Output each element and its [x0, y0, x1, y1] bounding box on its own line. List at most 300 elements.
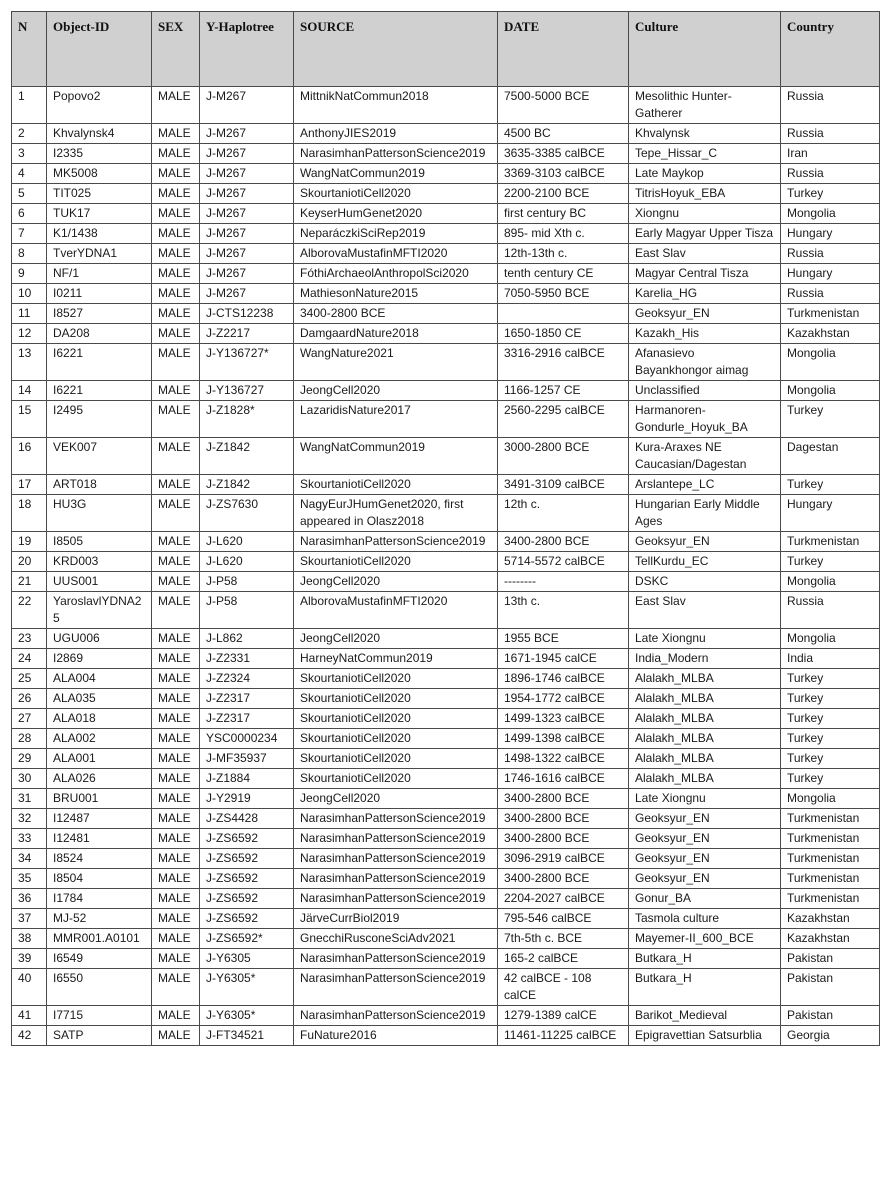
cell-n: 4: [12, 164, 47, 184]
cell-culture: East Slav: [629, 244, 781, 264]
cell-culture: Alalakh_MLBA: [629, 769, 781, 789]
cell-country: Russia: [781, 592, 880, 629]
cell-object-id: I6549: [47, 949, 152, 969]
cell-sex: MALE: [152, 552, 200, 572]
cell-date: 13th c.: [498, 592, 629, 629]
cell-y-haplotree: J-L862: [200, 629, 294, 649]
cell-source: AlborovaMustafinMFTI2020: [294, 244, 498, 264]
cell-n: 31: [12, 789, 47, 809]
cell-n: 41: [12, 1006, 47, 1026]
cell-sex: MALE: [152, 572, 200, 592]
cell-n: 12: [12, 324, 47, 344]
cell-sex: MALE: [152, 284, 200, 304]
cell-object-id: I8524: [47, 849, 152, 869]
cell-culture: Epigravettian Satsurblia: [629, 1026, 781, 1046]
cell-object-id: Khvalynsk4: [47, 124, 152, 144]
table-row: [12, 689, 880, 709]
cell-country: Turkey: [781, 669, 880, 689]
cell-object-id: TIT025: [47, 184, 152, 204]
cell-object-id: I2869: [47, 649, 152, 669]
cell-n: 2: [12, 124, 47, 144]
cell-country: Russia: [781, 124, 880, 144]
cell-country: Turkey: [781, 689, 880, 709]
cell-source: 3400-2800 BCE: [294, 304, 498, 324]
cell-sex: MALE: [152, 749, 200, 769]
cell-date: 165-2 calBCE: [498, 949, 629, 969]
cell-culture: Kazakh_His: [629, 324, 781, 344]
cell-n: 11: [12, 304, 47, 324]
cell-source: WangNatCommun2019: [294, 438, 498, 475]
cell-source: JeongCell2020: [294, 629, 498, 649]
cell-object-id: I0211: [47, 284, 152, 304]
cell-object-id: DA208: [47, 324, 152, 344]
cell-culture: Magyar Central Tisza: [629, 264, 781, 284]
cell-source: WangNatCommun2019: [294, 164, 498, 184]
cell-n: 5: [12, 184, 47, 204]
cell-source: JeongCell2020: [294, 572, 498, 592]
table-row: [12, 284, 880, 304]
cell-sex: MALE: [152, 1006, 200, 1026]
cell-country: Iran: [781, 144, 880, 164]
cell-object-id: YaroslavlYDNA25: [47, 592, 152, 629]
cell-sex: MALE: [152, 709, 200, 729]
cell-sex: MALE: [152, 629, 200, 649]
cell-culture: Alalakh_MLBA: [629, 689, 781, 709]
cell-country: Turkmenistan: [781, 849, 880, 869]
cell-y-haplotree: J-M267: [200, 284, 294, 304]
cell-object-id: I1784: [47, 889, 152, 909]
cell-culture: TellKurdu_EC: [629, 552, 781, 572]
cell-sex: MALE: [152, 669, 200, 689]
cell-object-id: SATP: [47, 1026, 152, 1046]
cell-object-id: I8527: [47, 304, 152, 324]
table-row: [12, 244, 880, 264]
cell-sex: MALE: [152, 264, 200, 284]
cell-country: Turkmenistan: [781, 304, 880, 324]
cell-object-id: VEK007: [47, 438, 152, 475]
cell-date: 3316-2916 calBCE: [498, 344, 629, 381]
cell-date: 7500-5000 BCE: [498, 87, 629, 124]
cell-country: Pakistan: [781, 949, 880, 969]
cell-date: 3000-2800 BCE: [498, 438, 629, 475]
cell-country: Turkmenistan: [781, 889, 880, 909]
cell-n: 14: [12, 381, 47, 401]
cell-object-id: I2335: [47, 144, 152, 164]
cell-source: AnthonyJIES2019: [294, 124, 498, 144]
cell-country: Kazakhstan: [781, 909, 880, 929]
table-row: [12, 649, 880, 669]
table-row: [12, 929, 880, 949]
cell-object-id: ALA001: [47, 749, 152, 769]
header-country: Country: [781, 12, 880, 87]
cell-country: Mongolia: [781, 789, 880, 809]
cell-source: SkourtaniotiCell2020: [294, 689, 498, 709]
cell-date: 1896-1746 calBCE: [498, 669, 629, 689]
header-culture: Culture: [629, 12, 781, 87]
table-row: [12, 475, 880, 495]
cell-y-haplotree: J-ZS7630: [200, 495, 294, 532]
cell-sex: MALE: [152, 204, 200, 224]
cell-date: 3635-3385 calBCE: [498, 144, 629, 164]
cell-culture: Geoksyur_EN: [629, 869, 781, 889]
cell-country: Hungary: [781, 224, 880, 244]
cell-n: 25: [12, 669, 47, 689]
cell-object-id: I8504: [47, 869, 152, 889]
table-row: [12, 629, 880, 649]
cell-culture: Unclassified: [629, 381, 781, 401]
cell-culture: DSKC: [629, 572, 781, 592]
cell-object-id: UUS001: [47, 572, 152, 592]
cell-y-haplotree: J-M267: [200, 264, 294, 284]
cell-sex: MALE: [152, 729, 200, 749]
cell-n: 10: [12, 284, 47, 304]
cell-n: 13: [12, 344, 47, 381]
cell-culture: Late Maykop: [629, 164, 781, 184]
cell-source: NarasimhanPattersonScience2019: [294, 889, 498, 909]
cell-n: 6: [12, 204, 47, 224]
cell-y-haplotree: J-Y2919: [200, 789, 294, 809]
table-row: [12, 889, 880, 909]
cell-source: LazaridisNature2017: [294, 401, 498, 438]
header-object-id: Object-ID: [47, 12, 152, 87]
table-row: [12, 709, 880, 729]
cell-date: 1954-1772 calBCE: [498, 689, 629, 709]
cell-object-id: I12487: [47, 809, 152, 829]
cell-y-haplotree: J-Y136727*: [200, 344, 294, 381]
cell-culture: Khvalynsk: [629, 124, 781, 144]
cell-culture: Kura-Araxes NE Caucasian/Dagestan: [629, 438, 781, 475]
cell-date: 1746-1616 calBCE: [498, 769, 629, 789]
cell-date: 2204-2027 calBCE: [498, 889, 629, 909]
cell-n: 27: [12, 709, 47, 729]
cell-culture: Late Xiongnu: [629, 789, 781, 809]
cell-y-haplotree: J-MF35937: [200, 749, 294, 769]
cell-y-haplotree: J-ZS6592: [200, 869, 294, 889]
table-row: [12, 669, 880, 689]
table-row: [12, 204, 880, 224]
cell-culture: East Slav: [629, 592, 781, 629]
cell-sex: MALE: [152, 769, 200, 789]
cell-n: 40: [12, 969, 47, 1006]
cell-source: SkourtaniotiCell2020: [294, 729, 498, 749]
table-row: [12, 969, 880, 1006]
cell-source: SkourtaniotiCell2020: [294, 749, 498, 769]
cell-culture: Mesolithic Hunter-Gatherer: [629, 87, 781, 124]
cell-country: Turkey: [781, 729, 880, 749]
cell-y-haplotree: J-L620: [200, 552, 294, 572]
table-row: [12, 869, 880, 889]
cell-source: SkourtaniotiCell2020: [294, 552, 498, 572]
cell-source: JärveCurrBiol2019: [294, 909, 498, 929]
cell-n: 22: [12, 592, 47, 629]
cell-culture: Geoksyur_EN: [629, 849, 781, 869]
cell-country: Turkey: [781, 401, 880, 438]
cell-y-haplotree: J-ZS6592*: [200, 929, 294, 949]
cell-country: Turkmenistan: [781, 532, 880, 552]
cell-y-haplotree: J-M267: [200, 184, 294, 204]
cell-date: 1499-1398 calBCE: [498, 729, 629, 749]
cell-sex: MALE: [152, 869, 200, 889]
cell-sex: MALE: [152, 829, 200, 849]
cell-date: 1279-1389 calCE: [498, 1006, 629, 1026]
cell-object-id: NF/1: [47, 264, 152, 284]
cell-sex: MALE: [152, 532, 200, 552]
cell-country: Turkmenistan: [781, 869, 880, 889]
cell-object-id: ALA018: [47, 709, 152, 729]
cell-date: 2560-2295 calBCE: [498, 401, 629, 438]
cell-culture: Tepe_Hissar_C: [629, 144, 781, 164]
cell-n: 15: [12, 401, 47, 438]
cell-object-id: MK5008: [47, 164, 152, 184]
cell-object-id: K1/1438: [47, 224, 152, 244]
cell-date: 3400-2800 BCE: [498, 809, 629, 829]
cell-source: FuNature2016: [294, 1026, 498, 1046]
cell-source: SkourtaniotiCell2020: [294, 669, 498, 689]
cell-culture: Mayemer-II_600_BCE: [629, 929, 781, 949]
cell-y-haplotree: J-Z2324: [200, 669, 294, 689]
cell-country: Turkey: [781, 749, 880, 769]
cell-country: Turkmenistan: [781, 829, 880, 849]
cell-n: 3: [12, 144, 47, 164]
header-source: SOURCE: [294, 12, 498, 87]
cell-y-haplotree: J-M267: [200, 87, 294, 124]
cell-date: 12th-13th c.: [498, 244, 629, 264]
table-row: [12, 789, 880, 809]
cell-object-id: TverYDNA1: [47, 244, 152, 264]
cell-country: Pakistan: [781, 1006, 880, 1026]
cell-source: NarasimhanPattersonScience2019: [294, 1006, 498, 1026]
cell-date: 1499-1323 calBCE: [498, 709, 629, 729]
cell-y-haplotree: J-Z2331: [200, 649, 294, 669]
cell-culture: Alalakh_MLBA: [629, 729, 781, 749]
table-row: [12, 164, 880, 184]
cell-y-haplotree: J-M267: [200, 144, 294, 164]
cell-y-haplotree: J-Y6305*: [200, 969, 294, 1006]
cell-country: Dagestan: [781, 438, 880, 475]
cell-object-id: KRD003: [47, 552, 152, 572]
cell-country: Kazakhstan: [781, 929, 880, 949]
cell-country: Turkey: [781, 552, 880, 572]
table-row: [12, 87, 880, 124]
cell-n: 16: [12, 438, 47, 475]
header-date: DATE: [498, 12, 629, 87]
cell-y-haplotree: J-Z1842: [200, 438, 294, 475]
cell-sex: MALE: [152, 1026, 200, 1046]
table-body: [12, 87, 880, 1046]
cell-source: NagyEurJHumGenet2020, first appeared in Olasz2018: [294, 495, 498, 532]
cell-country: Mongolia: [781, 629, 880, 649]
cell-n: 20: [12, 552, 47, 572]
cell-date: 7th-5th c. BCE: [498, 929, 629, 949]
cell-sex: MALE: [152, 144, 200, 164]
cell-n: 18: [12, 495, 47, 532]
cell-y-haplotree: J-P58: [200, 592, 294, 629]
cell-source: JeongCell2020: [294, 789, 498, 809]
cell-y-haplotree: J-Z2317: [200, 689, 294, 709]
cell-n: 17: [12, 475, 47, 495]
cell-source: KeyserHumGenet2020: [294, 204, 498, 224]
table-row: [12, 809, 880, 829]
cell-sex: MALE: [152, 909, 200, 929]
cell-object-id: I6550: [47, 969, 152, 1006]
cell-date: 3400-2800 BCE: [498, 789, 629, 809]
cell-date: 1166-1257 CE: [498, 381, 629, 401]
cell-country: Russia: [781, 244, 880, 264]
cell-source: SkourtaniotiCell2020: [294, 184, 498, 204]
cell-country: Russia: [781, 164, 880, 184]
cell-sex: MALE: [152, 849, 200, 869]
cell-y-haplotree: J-ZS6592: [200, 909, 294, 929]
cell-date: --------: [498, 572, 629, 592]
cell-object-id: ALA004: [47, 669, 152, 689]
cell-sex: MALE: [152, 969, 200, 1006]
cell-source: NarasimhanPattersonScience2019: [294, 532, 498, 552]
cell-culture: Early Magyar Upper Tisza: [629, 224, 781, 244]
cell-culture: Afanasievo Bayankhongor aimag: [629, 344, 781, 381]
table-row: [12, 124, 880, 144]
cell-source: AlborovaMustafinMFTI2020: [294, 592, 498, 629]
cell-sex: MALE: [152, 592, 200, 629]
cell-source: NarasimhanPattersonScience2019: [294, 949, 498, 969]
cell-sex: MALE: [152, 475, 200, 495]
cell-object-id: I8505: [47, 532, 152, 552]
cell-country: Georgia: [781, 1026, 880, 1046]
cell-country: Turkey: [781, 184, 880, 204]
cell-sex: MALE: [152, 495, 200, 532]
cell-y-haplotree: J-Z2217: [200, 324, 294, 344]
cell-y-haplotree: J-Z2317: [200, 709, 294, 729]
cell-object-id: ALA026: [47, 769, 152, 789]
header-y-haplotree: Y-Haplotree: [200, 12, 294, 87]
cell-object-id: I2495: [47, 401, 152, 438]
cell-culture: India_Modern: [629, 649, 781, 669]
cell-culture: Late Xiongnu: [629, 629, 781, 649]
cell-n: 39: [12, 949, 47, 969]
cell-sex: MALE: [152, 224, 200, 244]
cell-culture: Xiongnu: [629, 204, 781, 224]
cell-object-id: HU3G: [47, 495, 152, 532]
cell-culture: Gonur_BA: [629, 889, 781, 909]
cell-date: [498, 304, 629, 324]
cell-source: NarasimhanPattersonScience2019: [294, 969, 498, 1006]
cell-date: 12th c.: [498, 495, 629, 532]
cell-y-haplotree: J-Z1842: [200, 475, 294, 495]
cell-source: SkourtaniotiCell2020: [294, 769, 498, 789]
cell-y-haplotree: J-L620: [200, 532, 294, 552]
table-row: [12, 1026, 880, 1046]
cell-source: NeparáczkiSciRep2019: [294, 224, 498, 244]
cell-y-haplotree: J-Y136727: [200, 381, 294, 401]
cell-date: tenth century CE: [498, 264, 629, 284]
cell-date: 3400-2800 BCE: [498, 829, 629, 849]
cell-culture: Geoksyur_EN: [629, 532, 781, 552]
table-row: [12, 184, 880, 204]
table-row: [12, 829, 880, 849]
cell-sex: MALE: [152, 929, 200, 949]
cell-n: 42: [12, 1026, 47, 1046]
cell-source: MathiesonNature2015: [294, 284, 498, 304]
cell-date: 1498-1322 calBCE: [498, 749, 629, 769]
cell-source: HarneyNatCommun2019: [294, 649, 498, 669]
cell-y-haplotree: J-ZS6592: [200, 829, 294, 849]
cell-object-id: I6221: [47, 381, 152, 401]
cell-culture: Alalakh_MLBA: [629, 669, 781, 689]
cell-culture: Geoksyur_EN: [629, 809, 781, 829]
cell-date: 7050-5950 BCE: [498, 284, 629, 304]
cell-n: 29: [12, 749, 47, 769]
cell-source: NarasimhanPattersonScience2019: [294, 849, 498, 869]
cell-y-haplotree: J-Z1884: [200, 769, 294, 789]
cell-source: DamgaardNature2018: [294, 324, 498, 344]
cell-object-id: ALA002: [47, 729, 152, 749]
cell-source: SkourtaniotiCell2020: [294, 475, 498, 495]
cell-country: Hungary: [781, 495, 880, 532]
cell-sex: MALE: [152, 689, 200, 709]
cell-country: Turkey: [781, 769, 880, 789]
cell-y-haplotree: J-CTS12238: [200, 304, 294, 324]
cell-source: FóthiArchaeolAnthropolSci2020: [294, 264, 498, 284]
cell-y-haplotree: J-Z1828*: [200, 401, 294, 438]
cell-object-id: I12481: [47, 829, 152, 849]
cell-country: Russia: [781, 87, 880, 124]
cell-object-id: TUK17: [47, 204, 152, 224]
cell-n: 21: [12, 572, 47, 592]
cell-culture: Butkara_H: [629, 969, 781, 1006]
cell-object-id: Popovo2: [47, 87, 152, 124]
cell-date: 4500 BC: [498, 124, 629, 144]
cell-n: 34: [12, 849, 47, 869]
cell-date: 1650-1850 CE: [498, 324, 629, 344]
cell-n: 30: [12, 769, 47, 789]
cell-sex: MALE: [152, 401, 200, 438]
cell-source: SkourtaniotiCell2020: [294, 709, 498, 729]
cell-date: 3400-2800 BCE: [498, 532, 629, 552]
cell-y-haplotree: J-FT34521: [200, 1026, 294, 1046]
cell-country: Mongolia: [781, 204, 880, 224]
cell-sex: MALE: [152, 649, 200, 669]
cell-source: MittnikNatCommun2018: [294, 87, 498, 124]
cell-y-haplotree: J-M267: [200, 124, 294, 144]
cell-source: NarasimhanPattersonScience2019: [294, 829, 498, 849]
cell-country: Turkey: [781, 475, 880, 495]
cell-object-id: ALA035: [47, 689, 152, 709]
cell-n: 1: [12, 87, 47, 124]
table-row: [12, 304, 880, 324]
cell-culture: Arslantepe_LC: [629, 475, 781, 495]
table-row: [12, 264, 880, 284]
cell-object-id: UGU006: [47, 629, 152, 649]
cell-object-id: I7715: [47, 1006, 152, 1026]
cell-country: Mongolia: [781, 344, 880, 381]
table-row: [12, 909, 880, 929]
cell-source: NarasimhanPattersonScience2019: [294, 809, 498, 829]
cell-culture: Geoksyur_EN: [629, 304, 781, 324]
cell-date: 3400-2800 BCE: [498, 869, 629, 889]
cell-country: Mongolia: [781, 572, 880, 592]
cell-y-haplotree: J-M267: [200, 224, 294, 244]
cell-n: 38: [12, 929, 47, 949]
cell-sex: MALE: [152, 324, 200, 344]
table-row: [12, 949, 880, 969]
cell-date: 795-546 calBCE: [498, 909, 629, 929]
cell-sex: MALE: [152, 789, 200, 809]
cell-n: 32: [12, 809, 47, 829]
cell-date: 3491-3109 calBCE: [498, 475, 629, 495]
cell-culture: Harmanoren-Gondurle_Hoyuk_BA: [629, 401, 781, 438]
cell-object-id: BRU001: [47, 789, 152, 809]
cell-n: 8: [12, 244, 47, 264]
cell-country: Turkey: [781, 709, 880, 729]
